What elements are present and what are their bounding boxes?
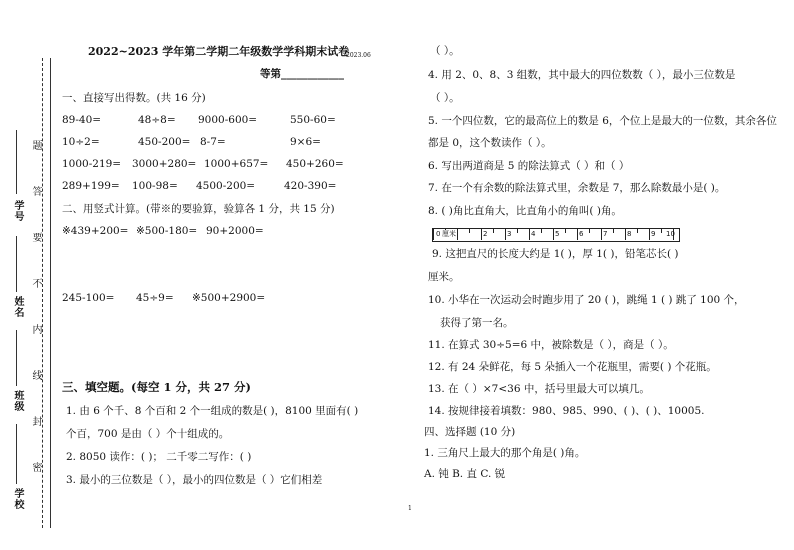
fill-question-3: 3. 最小的三位数是（ ），最小的四位数是（ ）它们相差 (66, 474, 323, 486)
fill-question-2: 2. 8050 读作：( )； 二千零二写作：( ) (66, 451, 252, 463)
section-1-title: 一、直接写出得数。(共 16 分) (62, 92, 206, 104)
binding-strip (28, 140, 42, 520)
ruler-image (432, 228, 680, 242)
calc-item: 10÷2= (62, 136, 100, 148)
ruler-number: 4 (531, 230, 536, 238)
calc-item: 450-200= (138, 136, 191, 148)
ruler-number: 1 (434, 242, 439, 250)
fill-question-13: 13. 在（ ）×7<36 中，括号里最大可以填几。 (428, 383, 650, 395)
calc-item: 1000+657= (204, 158, 269, 170)
fill-question-10a: 10. 小华在一次运动会时跑步用了 20 ( )，跳绳 1 ( ) 跳了 100 个， (428, 294, 745, 306)
ruler-tick (433, 229, 434, 240)
binding-solid-line (50, 58, 51, 528)
vertical-calc-item: 90+2000= (206, 225, 264, 237)
calc-item: 3000+280= (132, 158, 197, 170)
calc-item: 4500-200= (196, 180, 256, 192)
vertical-calc-item: 45÷9= (136, 292, 174, 304)
ruler-tick (529, 229, 530, 240)
binding-char: 题 (30, 140, 41, 151)
ruler-number: 7 (603, 230, 608, 238)
ruler-tick (457, 229, 458, 240)
ruler-number: 8 (627, 230, 632, 238)
ruler-tick (625, 229, 626, 240)
class-label: 班级 (12, 390, 23, 412)
binding-char: 答 (30, 186, 41, 197)
ruler-tick (553, 229, 554, 240)
ruler-tick (613, 229, 614, 233)
student-id-label: 学号 (12, 200, 23, 222)
fill-question-1b: 个百，700 是由（ ）个十组成的。 (66, 428, 230, 440)
fill-question-5b: 都是 0，这个数读作（ ）。 (428, 137, 552, 149)
ruler-tick (517, 229, 518, 233)
calc-item: 48÷8= (138, 114, 176, 126)
calc-item: 1000-219= (62, 158, 122, 170)
ruler-tick (481, 229, 482, 240)
fill-question-3-cont: （ ）。 (430, 45, 460, 57)
ruler-tick (541, 229, 542, 233)
calc-item: 450+260= (286, 158, 344, 170)
ruler-number: 6 (579, 230, 584, 238)
section-3-title: 三、填空题。(每空 1 分，共 27 分) (62, 380, 251, 394)
fill-question-9b: 厘米。 (428, 271, 460, 283)
section-2-title: 二、用竖式计算。(带※的要验算，验算各 1 分，共 15 分) (62, 203, 335, 215)
student-id-line (16, 130, 17, 194)
fill-question-11: 11. 在算式 30÷5=6 中，被除数是（ ），商是（ ）。 (428, 339, 674, 351)
ruler-tick (649, 229, 650, 240)
vertical-calc-item: ※500-180= (136, 225, 198, 237)
ruler-number: 0 (436, 230, 441, 238)
calc-item: 9×6= (290, 136, 321, 148)
student-name-label: 姓名 (12, 296, 23, 318)
grade-field[interactable]: 等第____________ (260, 68, 344, 80)
ruler-number: 3 (507, 230, 512, 238)
fill-question-4b: （ ）。 (430, 92, 460, 104)
ruler-tick (493, 229, 494, 233)
calc-item: 420-390= (284, 180, 337, 192)
school-label: 学校 (12, 488, 23, 510)
ruler-number: 9 (651, 230, 656, 238)
ruler-number: 5 (555, 230, 560, 238)
fill-question-8: 8. ( )角比直角大，比直角小的角叫( )角。 (428, 205, 622, 217)
binding-char: 要 (30, 232, 41, 243)
ruler-number: 10 (666, 230, 675, 238)
fill-question-9a: 9. 这把直尺的长度大约是 1( )，厚 1( )，铅笔芯长( ) (432, 248, 679, 260)
ruler-tick (637, 229, 638, 233)
ruler-tick (565, 229, 566, 233)
binding-char: 不 (30, 278, 41, 289)
student-name-line (16, 236, 17, 292)
calc-item: 550-60= (290, 114, 336, 126)
fill-question-1a: 1. 由 6 个千、8 个百和 2 个一组成的数是( )，8100 里面有( ) (66, 405, 359, 417)
binding-dashed-line (42, 58, 43, 528)
ruler-tick (661, 229, 662, 233)
calc-item: 289+199= (62, 180, 120, 192)
fill-question-14: 14. 按规律接着填数：980、985、990、( )、( )、10005. (428, 405, 705, 417)
vertical-calc-item: ※439+200= (62, 225, 129, 237)
ruler-number: 2 (483, 230, 488, 238)
calc-item: 100-98= (132, 180, 178, 192)
fill-question-7: 7. 在一个有余数的除法算式里，余数是 7，那么除数最小是( )。 (428, 182, 726, 194)
fill-question-6: 6. 写出两道商是 5 的除法算式（ ）和（ ） (428, 160, 630, 172)
binding-char: 封 (30, 416, 41, 427)
vertical-calc-item: ※500+2900= (192, 292, 266, 304)
ruler-tick (601, 229, 602, 240)
ruler-tick (469, 229, 470, 233)
choice-question-1: 1. 三角尺上最大的那个角是( )角。 (424, 447, 586, 459)
choice-question-1-options: A. 钝 B. 直 C. 锐 (424, 468, 506, 480)
ruler-unit-label: 厘米 (442, 230, 456, 238)
fill-question-10b: 获得了第一名。 (440, 317, 514, 329)
page-number: 1 (408, 505, 412, 512)
calc-item: 89-40= (62, 114, 102, 126)
calc-item: 8-7= (200, 136, 226, 148)
fill-question-4a: 4. 用 2、0、8、3 组数，其中最大的四位数数（ ），最小三位数是 (428, 69, 736, 81)
vertical-calc-item: 245-100= (62, 292, 115, 304)
exam-date: 2023.06 (346, 52, 371, 59)
ruler-tick (577, 229, 578, 240)
fill-question-12: 12. 有 24 朵鲜花，每 5 朵插入一个花瓶里，需要( ) 个花瓶。 (428, 361, 717, 373)
ruler-tick (589, 229, 590, 233)
section-4-title: 四、选择题 (10 分) (424, 426, 516, 438)
binding-char: 密 (30, 462, 41, 473)
ruler-tick (505, 229, 506, 240)
fill-question-5a: 5. 一个四位数，它的最高位上的数是 6，个位上是最大的一位数，其余各位 (428, 115, 777, 127)
class-line (16, 330, 17, 386)
binding-char: 线 (30, 370, 41, 381)
binding-char: 内 (30, 324, 41, 335)
calc-item: 9000-600= (198, 114, 258, 126)
page-title: 2022~2023 学年第二学期二年级数学学科期末试卷 (88, 45, 350, 58)
school-line (16, 424, 17, 484)
